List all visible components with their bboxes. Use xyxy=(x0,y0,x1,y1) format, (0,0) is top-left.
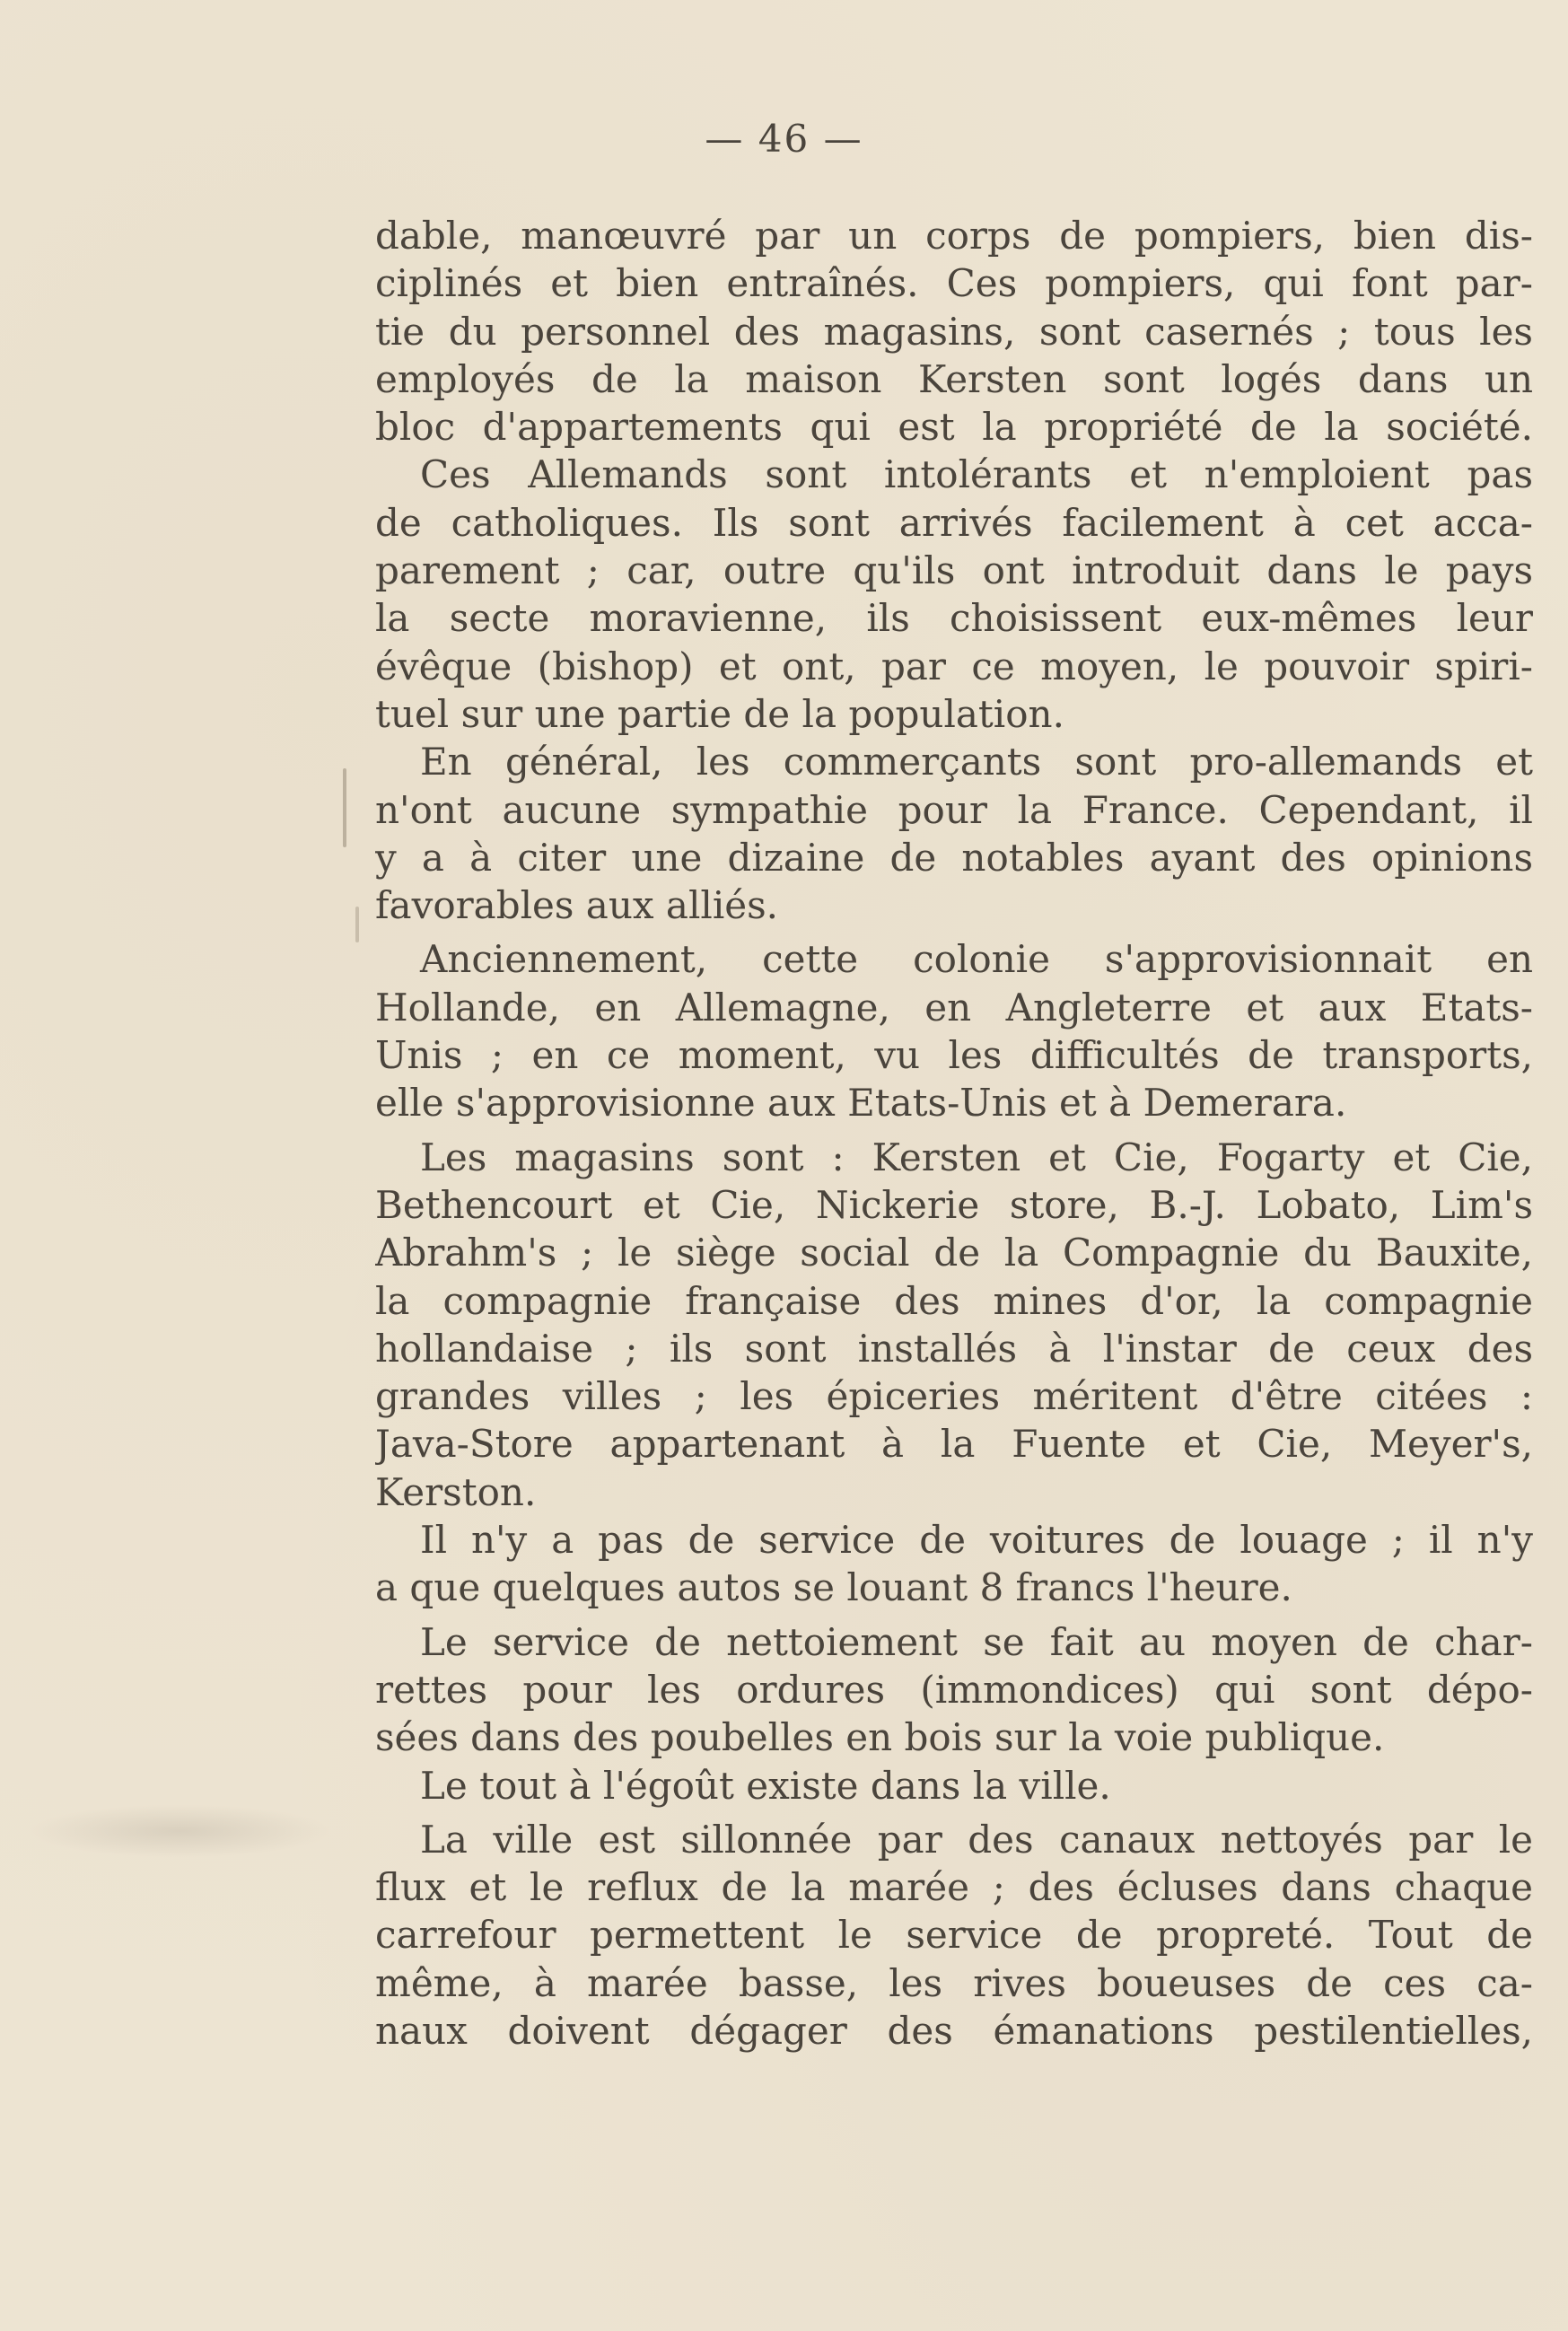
text-line: la secte moravienne, ils choisissent eux-mêmes leur xyxy=(375,596,1533,641)
body-text xyxy=(375,212,1533,2055)
text-line: elle s'approvisionne aux Etats-Unis et à Demerara. xyxy=(375,1081,1347,1126)
paragraph xyxy=(375,1134,1533,1516)
text-line: Ces Allemands sont intolérants et n'emploient pas xyxy=(420,452,1533,497)
paragraph xyxy=(375,1618,1533,1762)
text-line: évêque (bishop) et ont, par ce moyen, le pouvoir spiri- xyxy=(375,644,1533,688)
text-line: ciplinés et bien entraînés. Ces pompiers, qui font par- xyxy=(375,261,1533,306)
text-line: Les magasins sont : Kersten et Cie, Fogarty et Cie, xyxy=(420,1135,1533,1179)
paragraph-gap xyxy=(375,1127,1533,1134)
text-line: naux doivent dégager des émanations pestilentielles, xyxy=(375,2008,1533,2053)
paragraph xyxy=(375,1762,1533,1810)
text-line: carrefour permettent le service de propreté. Tout de xyxy=(375,1913,1533,1958)
paragraph-gap xyxy=(375,1810,1533,1816)
text-line: Le tout à l'égoût existe dans la ville. xyxy=(420,1763,1111,1808)
margin-pencil-mark xyxy=(343,768,346,847)
text-line: grandes villes ; les épiceries méritent d'être citées : xyxy=(375,1374,1533,1419)
text-line: Anciennement, cette colonie s'approvisionnait en xyxy=(420,937,1533,982)
text-line: sées dans des poubelles en bois sur la voie publique. xyxy=(375,1715,1385,1760)
margin-pencil-mark xyxy=(355,907,359,942)
text-line: En général, les commerçants sont pro-allemands et xyxy=(420,740,1533,784)
text-line: de catholiques. Ils sont arrivés facilement à cet acca- xyxy=(375,500,1533,545)
text-line: Hollande, en Allemagne, en Angleterre et aux Etats- xyxy=(375,985,1533,1030)
text-line: a que quelques autos se louant 8 francs l'heure. xyxy=(375,1565,1292,1610)
paragraph xyxy=(375,1516,1533,1612)
paragraph-gap xyxy=(375,1612,1533,1618)
text-line: La ville est sillonnée par des canaux nettoyés par le xyxy=(420,1817,1533,1862)
paragraph xyxy=(375,1816,1533,2055)
paper-smudge xyxy=(27,1804,332,1858)
text-line: tuel sur une partie de la population. xyxy=(375,691,1064,736)
text-line: la compagnie française des mines d'or, la compagnie xyxy=(375,1278,1533,1323)
text-line: dable, manœuvré par un corps de pompiers, bien dis- xyxy=(375,214,1533,258)
text-line: flux et le reflux de la marée ; des écluses dans chaque xyxy=(375,1865,1533,1910)
text-line: même, à marée basse, les rives boueuses de ces ca- xyxy=(375,1960,1533,2005)
text-line: n'ont aucune sympathie pour la France. Cependant, il xyxy=(375,787,1533,832)
text-line: favorables aux alliés. xyxy=(375,883,779,928)
text-line: y a à citer une dizaine de notables ayant des opinions xyxy=(375,835,1533,880)
text-line: Il n'y a pas de service de voitures de louage ; il n'y xyxy=(420,1518,1533,1563)
text-line: Bethencourt et Cie, Nickerie store, B.-J. Lobato, Lim's xyxy=(375,1182,1533,1227)
text-line: parement ; car, outre qu'ils ont introduit dans le pays xyxy=(375,548,1533,593)
text-line: Java-Store appartenant à la Fuente et Cie, Meyer's, xyxy=(375,1422,1533,1467)
text-line: employés de la maison Kersten sont logés dans un xyxy=(375,356,1533,401)
text-line: Le service de nettoiement se fait au moyen de char- xyxy=(420,1619,1533,1664)
text-line: Abrahm's ; le siège social de la Compagnie du Bauxite, xyxy=(375,1231,1533,1275)
page-number: — 46 — xyxy=(705,117,863,161)
paragraph xyxy=(375,451,1533,738)
text-line: tie du personnel des magasins, sont casernés ; tous les xyxy=(375,309,1533,354)
text-line: hollandaise ; ils sont installés à l'instar de ceux des xyxy=(375,1326,1533,1371)
text-line: Unis ; en ce moment, vu les difficultés de transports, xyxy=(375,1033,1533,1078)
text-line: bloc d'appartements qui est la propriété de la société. xyxy=(375,405,1533,450)
text-line: Kerston. xyxy=(375,1469,537,1514)
paragraph-gap xyxy=(375,929,1533,935)
text-line: rettes pour les ordures (immondices) qui sont dépo- xyxy=(375,1667,1533,1712)
paragraph xyxy=(375,935,1533,1126)
paragraph xyxy=(375,212,1533,451)
paragraph xyxy=(375,738,1533,929)
